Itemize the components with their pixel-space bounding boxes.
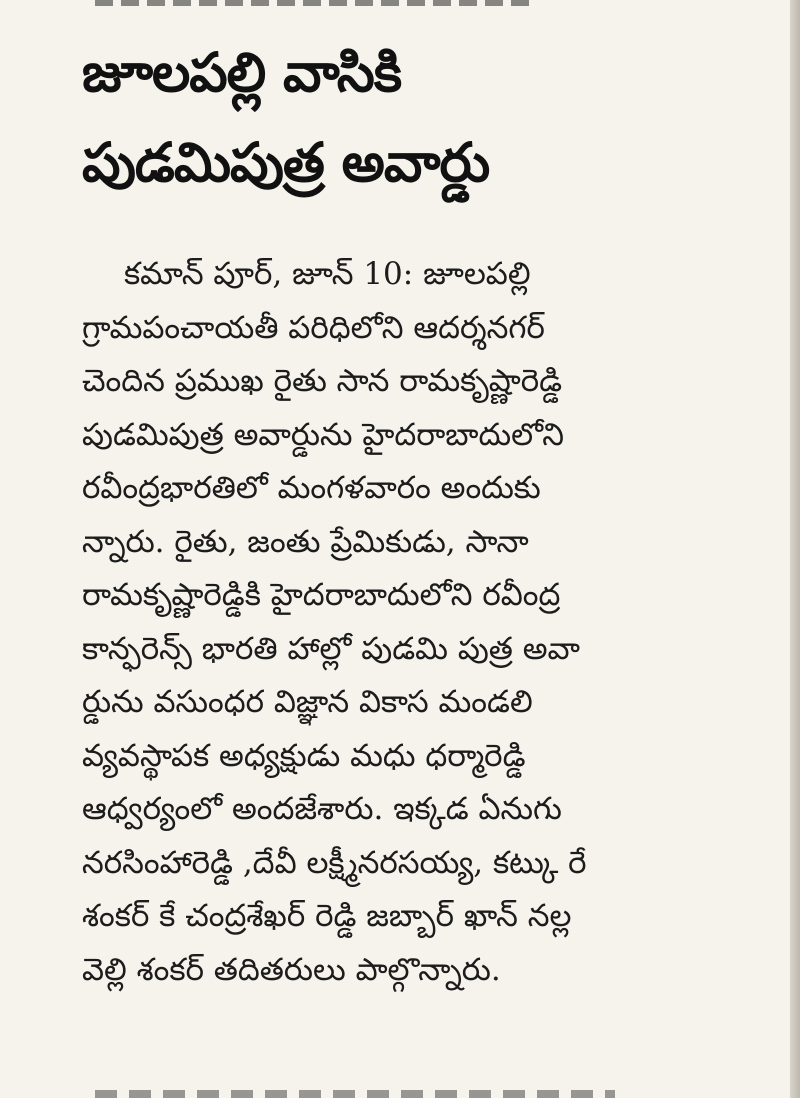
headline-line-1: జూలపల్లి వాసికి: [82, 41, 402, 104]
body-line-6: న్నారు. రైతు, జంతు ప్రేమికుడు, సానా: [82, 523, 529, 560]
body-line-9: ర్డును వసుంధర విజ్ఞాన వికాస మండలి: [82, 684, 533, 720]
body-line-13: శంకర్ కే చంద్రశేఖర్ రెడ్డి జబ్బార్ ఖాన్ నల్ల: [82, 898, 572, 934]
body-line-5: రవీంద్రభారతిలో మంగళవారం అందుకు: [82, 470, 541, 506]
previous-article-fragment: [95, 0, 535, 6]
headline-line-2: పుడమిపుత్ర అవార్డు: [82, 131, 490, 194]
article-body: [82, 248, 702, 997]
body-line-4: పుడమిపుత్ర అవార్డును హైదరాబాదులోని: [82, 416, 565, 453]
body-line-3: చెందిన ప్రముఖ రైతు సాన రామకృష్ణారెడ్డి: [82, 363, 563, 399]
body-line-11: ఆధ్వర్యంలో అందజేశారు. ఇక్కడ ఏనుగు: [82, 791, 562, 827]
body-line-8: కాన్ఫరెన్స్ భారతి హాల్లో పుడమి పుత్ర అవా: [82, 630, 581, 667]
body-line-10: వ్యవస్థాపక అధ్యక్షుడు మధు ధర్మారెడ్డి: [82, 737, 526, 774]
body-line-1: కమాన్ పూర్, జూన్ 10: జూలపల్లి: [124, 256, 531, 292]
article-headline: [82, 28, 772, 208]
body-line-12: నరసింహారెడ్డి ,దేవీ లక్ష్మీనరసయ్య, కట్కు రే: [82, 844, 587, 881]
page-edge: [790, 0, 800, 1098]
body-line-14: వెల్లి శంకర్ తదితరులు పాల్గొన్నారు.: [82, 951, 501, 988]
next-article-fragment: [95, 1090, 615, 1098]
body-line-2: గ్రామపంచాయతీ పరిధిలోని ఆదర్శనగర్: [82, 309, 545, 346]
body-line-7: రామకృష్ణారెడ్డికి హైదరాబాదులోని రవీంద్ర: [82, 577, 561, 613]
